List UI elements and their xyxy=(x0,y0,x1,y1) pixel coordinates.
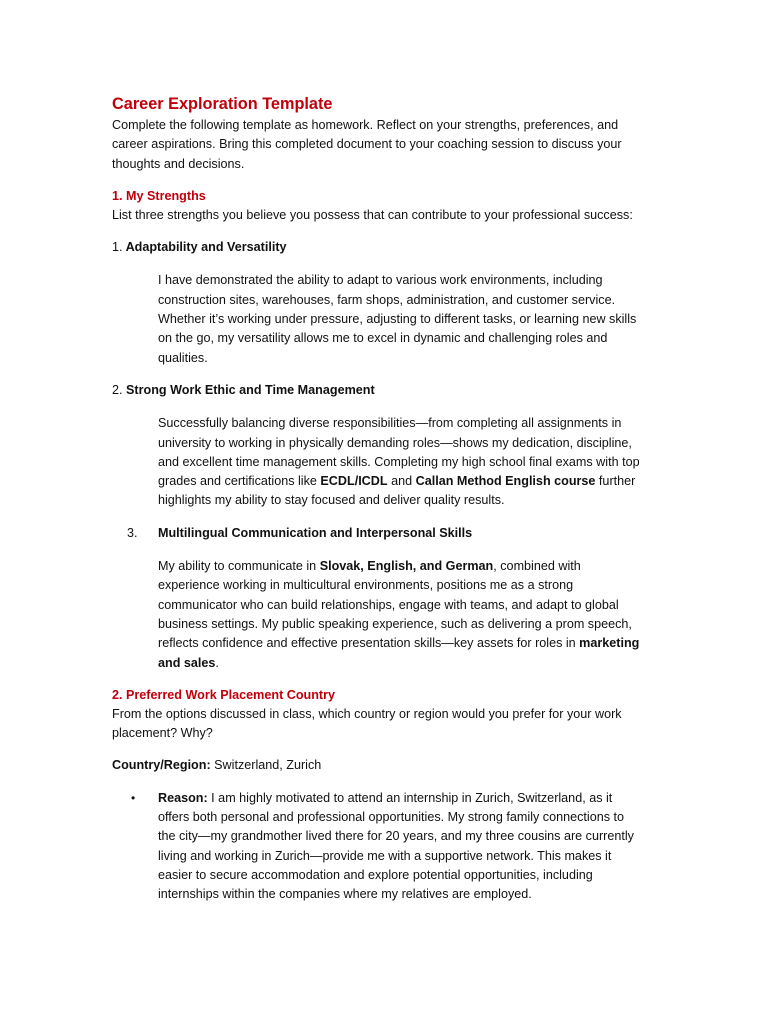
strength-item-2-body xyxy=(158,414,642,510)
strength-item-3-body xyxy=(158,557,642,673)
strength-item-1-label: Adaptability and Versatility xyxy=(125,240,287,255)
strength-item-1-title xyxy=(112,238,642,257)
strength-item-2-label: Strong Work Ethic and Time Management xyxy=(126,382,375,397)
strength-item-1-body: I have demonstrated the ability to adapt to various work environments, including construction sites, warehouses, farm shops, administration, and customer service. Whether it’s working under pressure, adjusting to different tasks, or learning new skills on the go, my versatility allows me to excel in dynamic and challenging roles and qualities. xyxy=(158,273,637,365)
section-heading-placement: 2. Preferred Work Placement Country xyxy=(112,687,336,702)
strength-item-3-number: 3. xyxy=(127,525,138,540)
strength-item-1-number: 1. xyxy=(112,240,123,255)
document-title: Career Exploration Template xyxy=(112,95,333,113)
strength-item-2-number: 2. xyxy=(112,382,123,397)
strength-item-2-text-c: further highlights my ability to stay focused and deliver quality results. xyxy=(158,474,636,508)
strength-item-2-bold-b: Callan Method English course xyxy=(415,474,596,489)
strengths-prompt: List three strengths you believe you possess that can contribute to your professional success: xyxy=(112,207,633,222)
strength-item-3-text-a: My ability to communicate in xyxy=(158,559,320,574)
placement-prompt: From the options discussed in class, which country or region would you prefer for your work placement? Why? xyxy=(112,706,622,741)
strength-item-3-label: Multilingual Communication and Interpersonal Skills xyxy=(158,525,473,540)
strength-item-3-bold-a: Slovak, English, and German xyxy=(319,559,494,574)
document-content xyxy=(112,93,642,905)
strength-item-2-bold-a: ECDL/ICDL xyxy=(320,474,388,489)
reason-label: Reason: xyxy=(158,790,208,805)
reason-text: I am highly motivated to attend an internship in Zurich, Switzerland, as it offers both personal and professional opportunities. My strong family connections to the city—my grandmother lived there for 20 years, and my three cousins are currently living and working in Zurich—provide me with a supportive network. This makes it easier to secure accommodation and explore potential opportunities, including internships within the companies where my relatives are employed. xyxy=(158,790,634,902)
reason-bullet-item xyxy=(131,789,642,905)
strength-item-3-text-b: , combined with experience working in multicultural environments, positions me as a strong communicator who can build relationships, engage with teams, and adapt to global business settings. My public speaking experience, such as delivering a prom speech, reflects confidence and effective presentation skills—key assets for roles in xyxy=(158,559,632,651)
strength-item-3-bold-b: marketing and sales xyxy=(158,636,640,670)
country-region-line xyxy=(112,756,642,775)
reason-paragraph xyxy=(158,789,642,905)
bullet-icon: • xyxy=(131,790,136,805)
strength-item-2-text-b: and xyxy=(387,474,416,489)
strength-item-3-title xyxy=(112,524,642,543)
country-region-value: Switzerland, Zurich xyxy=(210,758,322,773)
strength-item-2-text-a: Successfully balancing diverse responsibilities—from completing all assignments in university to working in physically demanding roles—shows my dedication, discipline, and excellent time management skills. Completing my high school final exams with top grades and certifications like xyxy=(158,416,640,489)
country-region-label: Country/Region: xyxy=(112,758,211,773)
strength-item-3-text-c: . xyxy=(215,655,219,670)
section-heading-strengths: 1. My Strengths xyxy=(112,188,206,203)
strength-item-2-title xyxy=(112,381,642,400)
intro-paragraph: Complete the following template as homework. Reflect on your strengths, preferences, and career aspirations. Bring this completed document to your coaching session to discuss your thoughts and decisions. xyxy=(112,118,622,171)
